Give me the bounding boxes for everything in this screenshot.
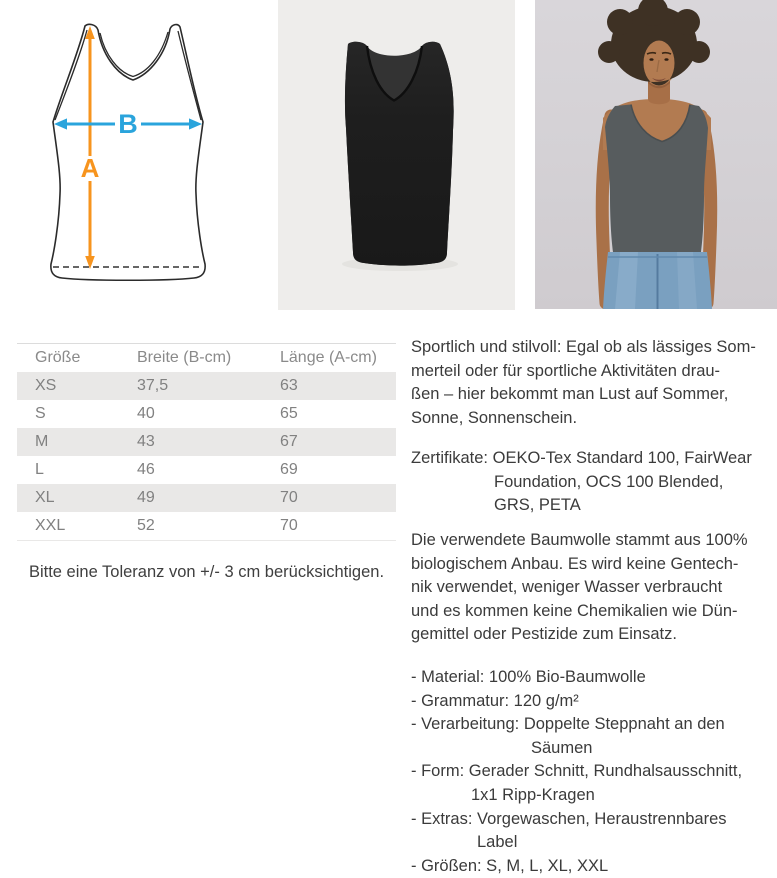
size-diagram bbox=[28, 12, 228, 304]
spec-line-grammatur: - Grammatur: 120 g/m² bbox=[411, 691, 579, 710]
flat-product-photo bbox=[278, 0, 515, 310]
model-wearing-tank-top-image bbox=[535, 0, 777, 309]
cell-breite: 52 bbox=[137, 517, 155, 534]
table-row-s bbox=[17, 400, 396, 428]
table-row-l bbox=[17, 456, 396, 484]
intro-paragraph bbox=[411, 336, 756, 430]
size-table-header-row bbox=[17, 344, 396, 373]
size-table bbox=[17, 343, 396, 541]
spec-line-verarbeitung-cont: Säumen bbox=[531, 738, 593, 757]
cell-laenge: 67 bbox=[280, 433, 298, 450]
table-row-xl bbox=[17, 484, 396, 512]
text-line: Die verwendete Baumwolle stammt aus 100% bbox=[411, 531, 748, 549]
col-header-laenge: Länge (A-cm) bbox=[280, 349, 377, 366]
cell-laenge: 70 bbox=[280, 517, 298, 534]
text-line: Foundation, OCS 100 Blended, bbox=[494, 472, 724, 491]
table-row-xxl bbox=[17, 512, 396, 541]
spec-line-groessen: - Größen: S, M, L, XL, XXL bbox=[411, 856, 609, 875]
col-header-groesse: Größe bbox=[35, 349, 81, 366]
cell-breite: 37,5 bbox=[137, 377, 169, 394]
specs-list bbox=[411, 666, 742, 878]
col-header-breite: Breite (B-cm) bbox=[137, 349, 232, 366]
spec-line-form: - Form: Gerader Schnitt, Rundhalsausschnitt, bbox=[411, 762, 743, 781]
cell-laenge: 69 bbox=[280, 461, 298, 478]
cell-breite: 40 bbox=[137, 405, 155, 422]
text-line: Zertifikate: OEKO-Tex Standard 100, FairWear bbox=[411, 449, 752, 467]
text-line: und es kommen keine Chemikalien wie Dün- bbox=[411, 601, 738, 620]
spec-line-form-cont: 1x1 Ripp-Kragen bbox=[471, 785, 595, 804]
table-row-m bbox=[17, 428, 396, 456]
text-line: gemittel oder Pestizide zum Einsatz. bbox=[411, 625, 677, 644]
text-line: merteil oder für sportliche Aktivitäten drau- bbox=[411, 361, 721, 380]
cell-laenge: 65 bbox=[280, 405, 298, 422]
cell-size: L bbox=[35, 461, 44, 478]
cell-size: XS bbox=[35, 377, 57, 394]
measure-label-a: A bbox=[80, 153, 100, 183]
cell-size: XXL bbox=[35, 517, 66, 534]
spec-line-material: - Material: 100% Bio-Baumwolle bbox=[411, 668, 646, 686]
text-line: Sportlich und stilvoll: Egal ob als lässiges Som- bbox=[411, 338, 756, 356]
model-product-photo bbox=[535, 0, 777, 309]
table-row-xs bbox=[17, 372, 396, 400]
cotton-paragraph bbox=[411, 529, 748, 647]
cell-size: M bbox=[35, 433, 49, 450]
black-tank-top-image bbox=[278, 0, 515, 310]
text-line: nik verwendet, weniger Wasser verbraucht bbox=[411, 578, 723, 597]
cell-laenge: 70 bbox=[280, 489, 298, 506]
cell-size: XL bbox=[35, 489, 55, 506]
certificates-paragraph bbox=[411, 447, 752, 518]
text-line: ßen – hier bekommt man Lust auf Sommer, bbox=[411, 385, 729, 404]
text-line: biologischem Anbau. Es wird keine Gentech- bbox=[411, 554, 739, 573]
cell-breite: 46 bbox=[137, 461, 155, 478]
tolerance-note: Bitte eine Toleranz von +/- 3 cm berücksichtigen. bbox=[28, 563, 385, 581]
spec-line-verarbeitung: - Verarbeitung: Doppelte Steppnaht an den bbox=[411, 715, 725, 734]
tank-top-outline-drawing bbox=[28, 12, 228, 304]
measure-label-b: B bbox=[118, 109, 138, 139]
cell-breite: 43 bbox=[137, 433, 155, 450]
text-line: GRS, PETA bbox=[494, 496, 581, 515]
spec-line-extras: - Extras: Vorgewaschen, Heraustrennbares bbox=[411, 809, 727, 828]
text-line: Sonne, Sonnenschein. bbox=[411, 408, 578, 427]
cell-size: S bbox=[35, 405, 46, 422]
cell-breite: 49 bbox=[137, 489, 155, 506]
cell-laenge: 63 bbox=[280, 377, 298, 394]
spec-line-extras-cont: Label bbox=[477, 833, 518, 852]
